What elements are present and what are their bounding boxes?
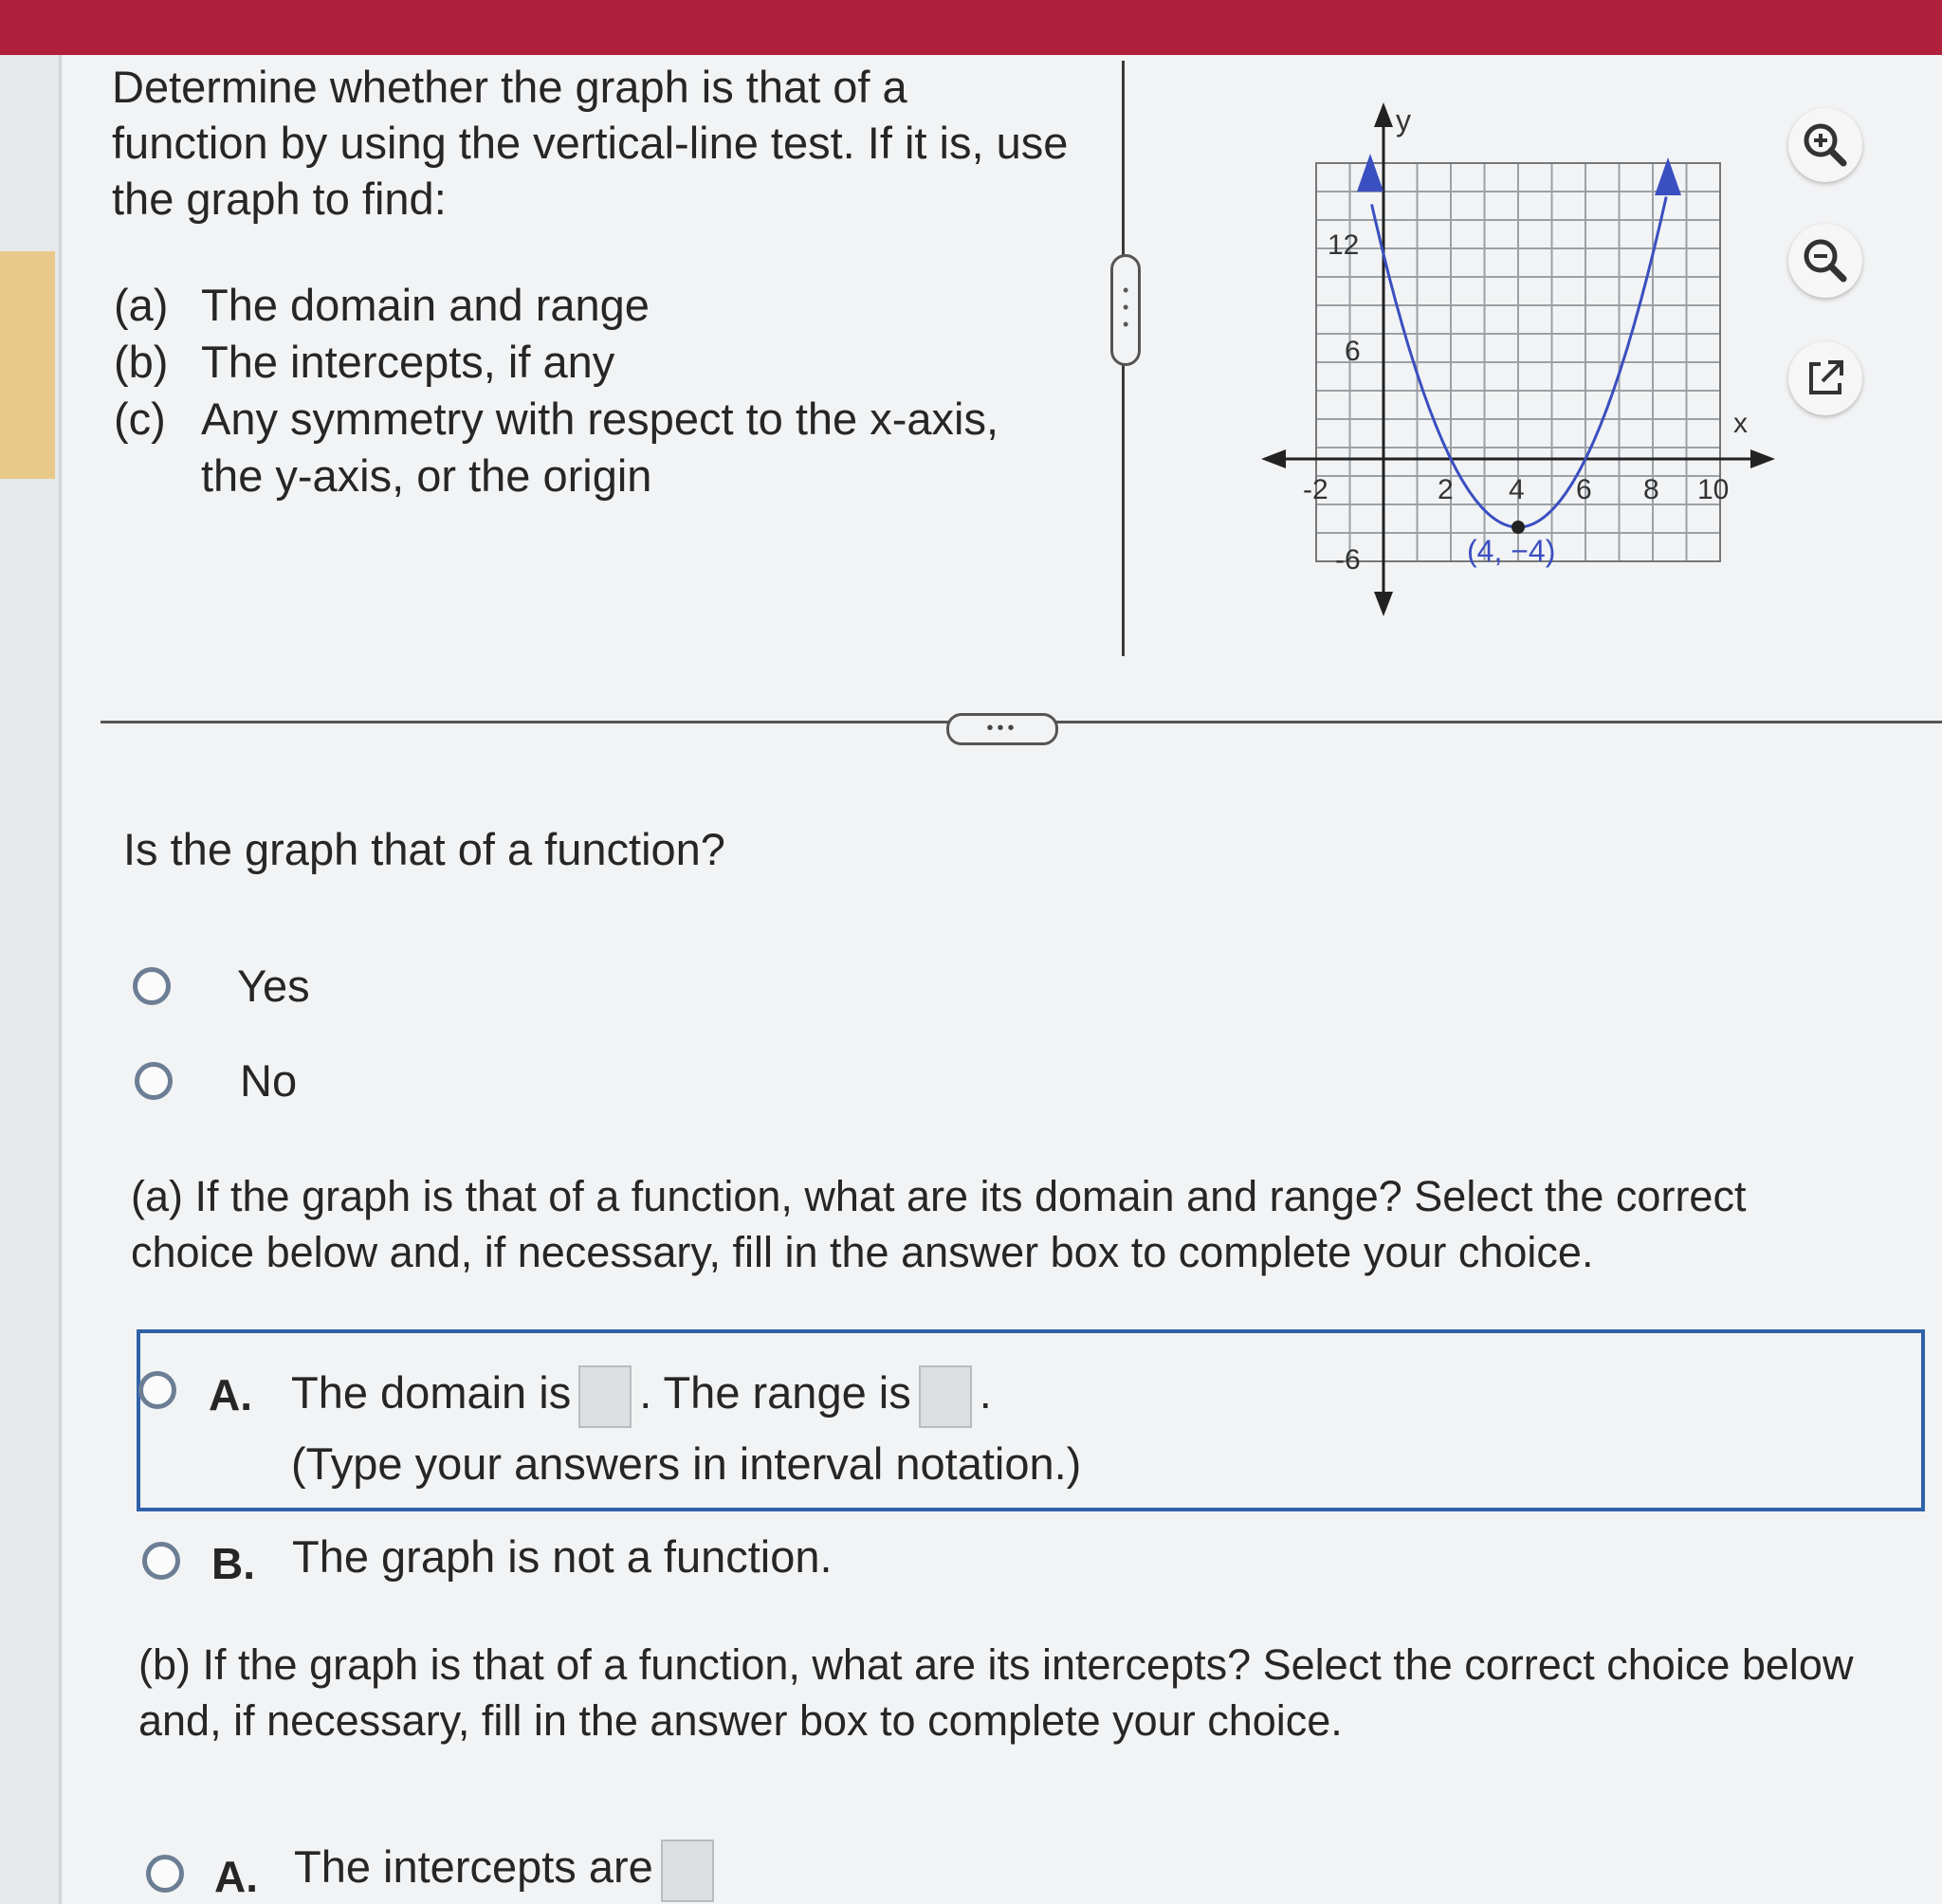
domain-answer-box[interactable] <box>578 1365 632 1428</box>
vertex-point <box>1511 521 1525 534</box>
choice-a-end: . <box>979 1367 992 1418</box>
x-tick-label: -2 <box>1303 474 1328 505</box>
zoom-out-icon <box>1788 224 1862 298</box>
x-axis-right-arrow <box>1750 449 1775 468</box>
interval-notation-hint: (Type your answers in interval notation.) <box>291 1438 1082 1489</box>
x-tick-label: 2 <box>1438 474 1454 505</box>
range-answer-box[interactable] <box>919 1365 972 1428</box>
part-text: The intercepts, if any <box>201 337 615 387</box>
choice-b-text: The graph is not a function. <box>292 1531 833 1582</box>
zoom-out-button[interactable] <box>1788 224 1862 298</box>
problem-part-a <box>114 277 1072 334</box>
x-tick-label: 4 <box>1509 474 1525 505</box>
radio-part-b-choice-a[interactable] <box>146 1855 184 1893</box>
x-tick-label: 8 <box>1643 474 1659 505</box>
top-header-bar <box>0 0 1942 55</box>
choice-letter: A. <box>214 1852 258 1901</box>
vertical-resize-handle[interactable] <box>1110 254 1141 366</box>
y-tick-label: 6 <box>1345 336 1361 367</box>
y-axis-label: y <box>1396 103 1411 137</box>
choice-letter: A. <box>209 1370 252 1419</box>
zoom-in-button[interactable] <box>1788 108 1862 182</box>
y-axis-up-arrow <box>1374 102 1393 127</box>
vertex-label: (4, −4) <box>1467 534 1556 568</box>
x-tick-label: 10 <box>1697 474 1730 505</box>
range-text: . The range is <box>639 1367 911 1418</box>
x-axis-label: x <box>1733 408 1748 439</box>
part-b-instruction: (b) If the graph is that of a function, what are its intercepts? Select the correct choice below and, if necessary, fill in the answer box to complete your choice. <box>138 1640 1854 1745</box>
part-label: (b) <box>114 337 169 387</box>
radio-no[interactable] <box>135 1062 173 1100</box>
x-axis-left-arrow <box>1261 449 1286 468</box>
part-text: The domain and range <box>201 280 650 330</box>
question-indicator <box>0 251 55 479</box>
option-no-label[interactable]: No <box>240 1055 298 1106</box>
intercepts-text: The intercepts are <box>294 1841 653 1892</box>
intercepts-choice-text <box>294 1836 722 1902</box>
problem-prompt <box>112 59 1070 227</box>
part-label: (c) <box>114 394 166 444</box>
y-tick-label: -6 <box>1335 544 1361 576</box>
choice-letter: B. <box>211 1539 255 1588</box>
radio-part-a-choice-b[interactable] <box>142 1542 180 1580</box>
external-link-icon <box>1788 341 1862 415</box>
part-text: Any symmetry with respect to the x-axis, the y-axis, or the origin <box>201 394 999 501</box>
problem-part-b <box>114 334 1072 391</box>
question-text: Is the graph that of a function? <box>123 824 725 874</box>
domain-text: The domain is <box>291 1367 572 1418</box>
zoom-in-icon <box>1788 108 1862 182</box>
horizontal-resize-handle[interactable]: ••• <box>946 713 1058 745</box>
choice-a-text <box>291 1362 992 1428</box>
radio-part-a-choice-a[interactable] <box>138 1371 176 1409</box>
y-axis-down-arrow <box>1374 592 1393 616</box>
function-graph <box>1252 95 1783 626</box>
problem-part-c <box>114 391 1072 504</box>
popout-button[interactable] <box>1788 341 1862 415</box>
problem-prompt-text: Determine whether the graph is that of a function by using the vertical-line test. If it is, use the graph to find: <box>112 62 1069 224</box>
intercepts-answer-box[interactable] <box>661 1840 714 1902</box>
option-yes-label[interactable]: Yes <box>237 961 310 1011</box>
problem-parts <box>114 277 1072 504</box>
part-label: (a) <box>114 280 169 330</box>
radio-yes[interactable] <box>133 967 171 1005</box>
curve-left-arrow <box>1357 154 1383 192</box>
part-a-instruction: (a) If the graph is that of a function, what are its domain and range? Select the correct choice below and, if necessary, fill in the answer box to complete your choice. <box>131 1172 1747 1276</box>
drag-dots-icon: • • • <box>1123 281 1129 334</box>
x-tick-label: 6 <box>1576 474 1592 505</box>
y-tick-label: 12 <box>1328 229 1360 261</box>
